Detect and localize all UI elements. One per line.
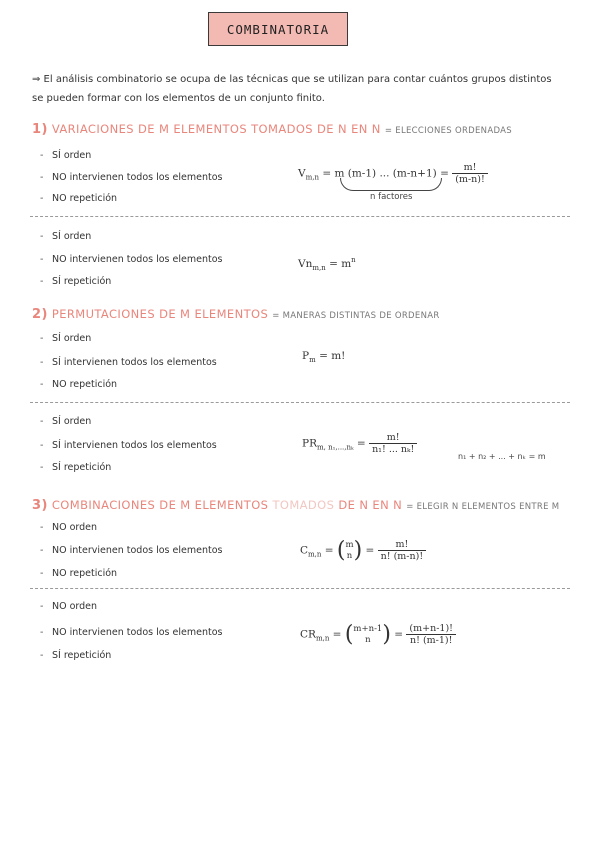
variations-repetition-formula: $Vn_{m,n} = m^n$ [298, 256, 356, 272]
s2-b2-item-3: - SÍ repetición [40, 462, 112, 473]
section-1-heading [32, 122, 512, 137]
section-2-title: PERMUTACIONES DE M ELEMENTOS [51, 307, 269, 321]
s2-b1-item-1: - SÍ orden [40, 333, 92, 344]
permutations-repetition-formula: $PR_{m, n_1,...,n_k}$ = $\frac{m!}{\text{n₁! ... nₖ!}}$ [302, 432, 417, 455]
s2-b2-item-2: - SÍ intervienen todos los elementos [40, 440, 217, 451]
section-2-number: 2) [32, 307, 48, 322]
s1-b1-item-3: - NO repetición [40, 193, 118, 204]
s1-b1-item-2: - NO intervienen todos los elementos [40, 172, 223, 183]
section-1-number: 1) [32, 122, 48, 137]
s2-b1-item-3: - NO repetición [40, 379, 118, 390]
divider [30, 216, 570, 217]
s3-b1-item-2: - NO intervienen todos los elementos [40, 545, 223, 556]
variations-formula: $V_{m,n} = m$ (m-1) ... (m-n+1) = $\frac{m!}{(m-n)!}$ [298, 162, 488, 185]
page-title: COMBINATORIA [208, 12, 348, 46]
factors-brace [340, 178, 442, 191]
section-3-title-faded: TOMADOS [272, 498, 335, 512]
section-1-title: VARIACIONES DE M ELEMENTOS TOMADOS DE N EN N [51, 122, 381, 136]
permutations-formula: $P_m = m$! [302, 350, 346, 364]
section-3-number: 3) [32, 498, 48, 513]
s2-b2-item-1: - SÍ orden [40, 416, 92, 427]
section-2-heading [32, 307, 440, 322]
divider [30, 402, 570, 403]
section-2-note: = MANERAS DISTINTAS DE ORDENAR [272, 311, 440, 321]
s3-b1-item-3: - NO repetición [40, 568, 118, 579]
permutations-condition: n₁ + n₂ + ... + nₖ = m [458, 452, 546, 461]
section-3-note: = ELEGIR N ELEMENTOS ENTRE M [406, 502, 560, 512]
combinations-formula: $C_{m,n} = (m$ n) = $\frac{m!}{n! (m-n)!}$ [300, 538, 426, 563]
factors-label: n factores [370, 192, 413, 202]
section-3-title-end: DE N EN N [338, 498, 403, 512]
s1-b2-item-2: - NO intervienen todos los elementos [40, 254, 223, 265]
s2-b1-item-2: - SÍ intervienen todos los elementos [40, 357, 217, 368]
s3-b2-item-1: - NO orden [40, 601, 98, 612]
s1-b2-item-3: - SÍ repetición [40, 276, 112, 287]
s3-b2-item-2: - NO intervienen todos los elementos [40, 627, 223, 638]
section-3-title: COMBINACIONES DE M ELEMENTOS [51, 498, 269, 512]
section-1-note: = ELECCIONES ORDENADAS [384, 126, 512, 136]
s1-b2-item-1: - SÍ orden [40, 231, 92, 242]
s3-b2-item-3: - SÍ repetición [40, 650, 112, 661]
s3-b1-item-1: - NO orden [40, 522, 98, 533]
combinations-repetition-formula: $CR_{m,n} = (m+n-1$ n ) = $\frac{(m+n-1)!}{n! (m-1)!}$ [300, 622, 456, 647]
divider [30, 588, 570, 589]
intro-paragraph: ⇒ El análisis combinatorio se ocupa de las técnicas que se utilizan para contar cuántos grupos distintos se pueden formar con los elementos de un conjunto finito. [32, 74, 552, 104]
s1-b1-item-1: - SÍ orden [40, 150, 92, 161]
section-3-heading [32, 498, 559, 513]
